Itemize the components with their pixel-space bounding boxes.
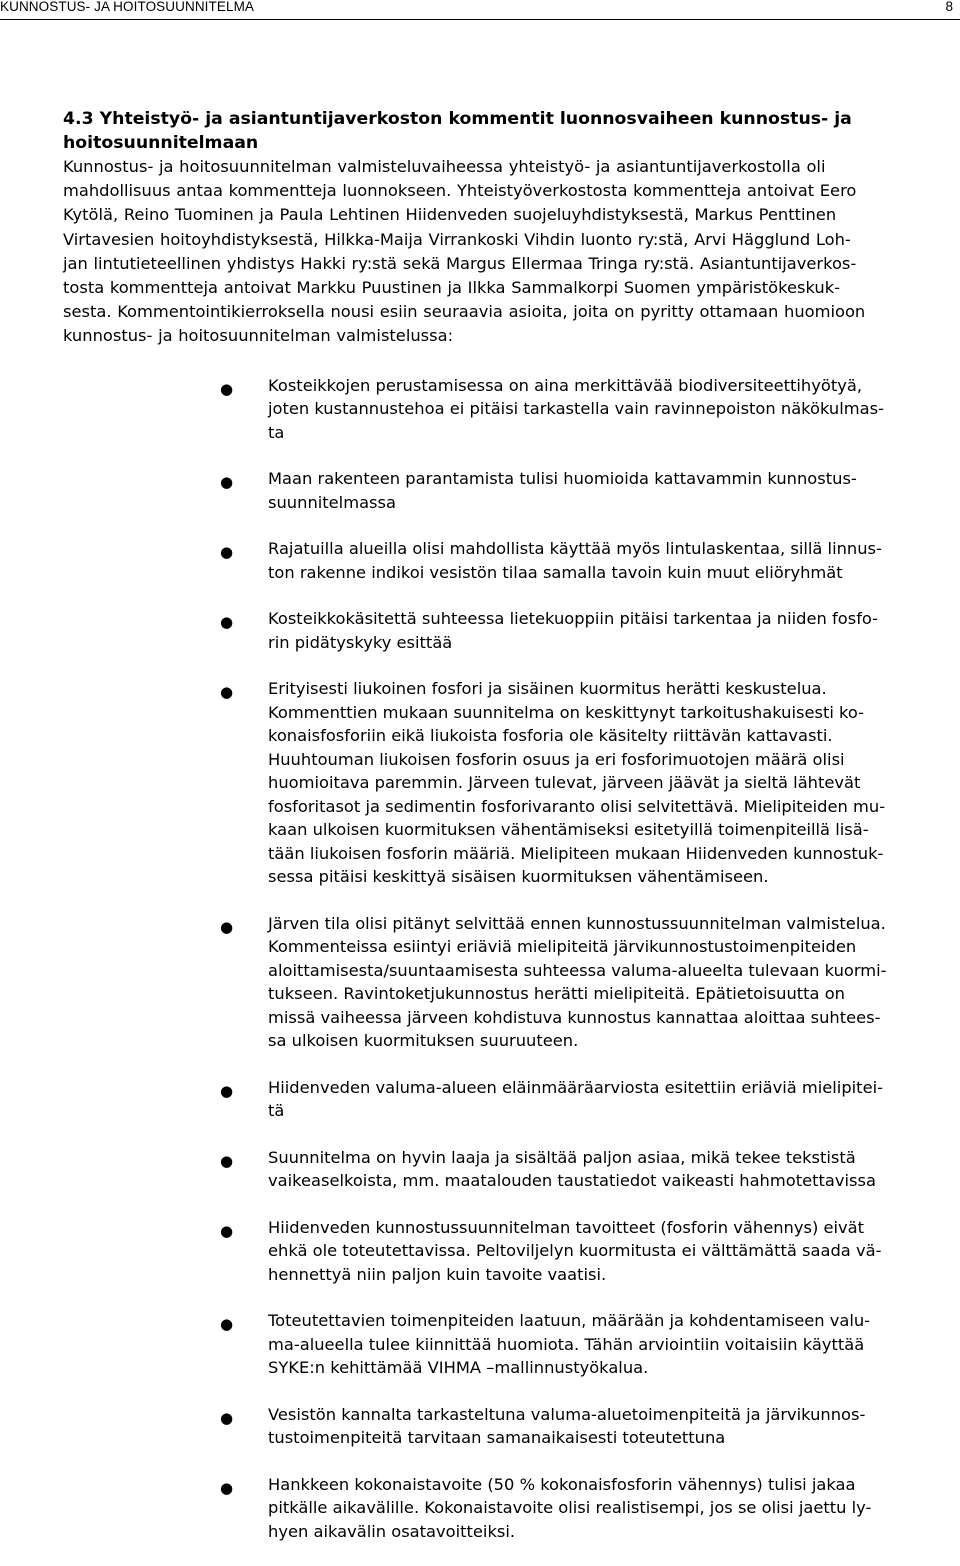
page-header (0, 0, 960, 19)
list-item-text-line: Maan rakenteen parantamista tulisi huomioida kattavammin kunnostus- (268, 469, 857, 489)
list-item-text-line: Kommenttien mukaan suunnitelma on keskittynyt tarkoitushakuisesti ko- (268, 702, 865, 722)
section-heading (63, 107, 960, 155)
list-item-text-line: ton rakenne indikoi vesistön tilaa samalla tavoin kuin muut eliöryhmät (268, 562, 843, 582)
list-item-text-line: konaisfosforiin eikä liukoista fosforia ole käsitelty riittävän kattavasti. (268, 726, 833, 746)
section-4-3 (63, 107, 960, 1566)
list-item-text-line: suunnitelmassa (268, 492, 396, 512)
intro-line: tosta kommentteja antoivat Markku Puustinen ja Ilkka Sammalkorpi Suomen ympäristökeskuk- (63, 278, 841, 298)
list-item (63, 607, 960, 654)
list-item (63, 677, 960, 889)
list-item-text-line: pitkälle aikavälille. Kokonaistavoite olisi realistisempi, jos se olisi jaettu ly- (268, 1498, 872, 1518)
list-item-text-line: Kosteikkojen perustamisessa on aina merkittävää biodiversiteettihyötyä, (268, 375, 862, 395)
list-item-text-line: Vesistön kannalta tarkasteltuna valuma-aluetoimenpiteitä ja järvikunnos- (268, 1404, 866, 1424)
bullet-point-icon: ● (220, 917, 234, 936)
header-divider (0, 19, 960, 20)
bullet-point-icon: ● (220, 1315, 234, 1334)
list-item-text-line: sa ulkoisen kuormituksen suuruuteen. (268, 1031, 579, 1051)
list-item-text-line: ehkä ole toteutettavissa. Peltoviljelyn kuormitusta ei välttämättä saada vä- (268, 1241, 882, 1261)
list-item-text-line: fosforitasot ja sedimentin fosforivaranto olisi selvitettävä. Mielipiteiden mu- (268, 796, 886, 816)
intro-line: Kunnostus- ja hoitosuunnitelman valmisteluvaiheessa yhteistyö- ja asiantuntijaverkostolla oli (63, 157, 826, 176)
list-item-text-line: Kommenteissa esiintyi eriäviä mielipiteitä järvikunnostustoimenpiteiden (268, 937, 857, 957)
list-item-text-line: tään liukoisen fosforin määriä. Mielipiteen mukaan Hiidenveden kunnostuk- (268, 843, 884, 863)
bullet-point-icon: ● (220, 1408, 234, 1427)
list-item-text-line: Hiidenveden valuma-alueen eläinmääräarviosta esitettiin eriäviä mielipitei- (268, 1077, 883, 1097)
intro-line: sesta. Kommentointikierroksella nousi esiin seuraavia asioita, joita on pyritty ottamaan huomioon (63, 302, 866, 322)
bullet-point-icon: ● (220, 613, 234, 632)
list-item (63, 912, 960, 1053)
bullet-point-icon: ● (220, 1151, 234, 1170)
list-item-text-line: tä (268, 1101, 285, 1121)
list-item (63, 1309, 960, 1380)
bullet-point-icon: ● (220, 473, 234, 492)
intro-line: jan lintutieteellinen yhdistys Hakki ry:stä sekä Margus Ellermaa Tringa ry:stä. Asiantuntijaverkos- (63, 253, 857, 273)
list-item (63, 1216, 960, 1287)
list-item-text-line: huomioitava paremmin. Järveen tulevat, järveen jäävät ja sieltä lähtevät (268, 773, 861, 793)
intro-paragraph (63, 155, 960, 349)
list-item (63, 1403, 960, 1450)
list-item (63, 1076, 960, 1123)
list-item (63, 1473, 960, 1544)
section-heading-line: 4.3 Yhteistyö- ja asiantuntijaverkoston kommentit luonnosvaiheen kunnostus- ja (63, 109, 852, 129)
list-item-text-line: Kosteikkokäsitettä suhteessa lietekuoppiin pitäisi tarkentaa ja niiden fosfo- (268, 609, 879, 629)
intro-line: Kytölä, Reino Tuominen ja Paula Lehtinen Hiidenveden suojeluyhdistyksestä, Markus Penttinen (63, 205, 837, 225)
list-item-text-line: Erityisesti liukoinen fosfori ja sisäinen kuormitus herätti keskustelua. (268, 679, 827, 699)
intro-line: kunnostus- ja hoitosuunnitelman valmistelussa: (63, 326, 454, 346)
bullet-point-icon: ● (220, 1221, 234, 1240)
list-item-text-line: aloittamisesta/suuntaamisesta suhteessa valuma-alueelta tulevaan kuormi- (268, 960, 887, 980)
intro-line: Virtavesien hoitoyhdistyksestä, Hilkka-Maija Virrankoski Vihdin luonto ry:stä, Arvi Hägglund Loh- (63, 229, 851, 249)
list-item-text-line: hennettyä niin paljon kuin tavoite vaatisi. (268, 1264, 607, 1284)
list-item (63, 467, 960, 514)
list-item-text-line: hyen aikavälin osatavoitteiksi. (268, 1521, 516, 1541)
list-item-text-line: Rajatuilla alueilla olisi mahdollista käyttää myös lintulaskentaa, sillä linnus- (268, 539, 882, 559)
list-item-text-line: sessa pitäisi keskittyä sisäisen kuormituksen vähentämiseen. (268, 867, 769, 887)
list-item-text-line: missä vaiheessa järveen kohdistuva kunnostus kannattaa aloittaa suhtees- (268, 1007, 881, 1027)
list-item-text-line: rin pidätyskyky esittää (268, 632, 453, 652)
list-item-text-line: Suunnitelma on hyvin laaja ja sisältää paljon asiaa, mikä tekee tekstistä (268, 1147, 856, 1167)
list-item-text-line: SYKE:n kehittämää VIHMA –mallinnustyökalua. (268, 1358, 649, 1378)
list-item-text-line: Toteutettavien toimenpiteiden laatuun, määrään ja kohdentamiseen valu- (268, 1311, 871, 1331)
list-item (63, 374, 960, 445)
page-number: 8 (945, 0, 953, 14)
list-item-text-line: Järven tila olisi pitänyt selvittää ennen kunnostussuunnitelman valmistelua. (268, 913, 886, 933)
bullet-point-icon: ● (220, 543, 234, 562)
document-title: KUNNOSTUS- JA HOITOSUUNNITELMA (0, 0, 255, 14)
list-item-text-line: joten kustannustehoa ei pitäisi tarkastella vain ravinnepoiston näkökulmas- (268, 399, 884, 419)
list-item-text-line: ta (268, 422, 285, 442)
bullet-point-icon: ● (220, 1081, 234, 1100)
bullet-point-icon: ● (220, 683, 234, 702)
list-item-text-line: Huuhtouman liukoisen fosforin osuus ja eri fosforimuotojen määrä olisi (268, 749, 845, 769)
list-item-text-line: Hankkeen kokonaistavoite (50 % kokonaisfosforin vähennys) tulisi jakaa (268, 1474, 856, 1494)
bullet-point-icon: ● (220, 1478, 234, 1497)
list-item-text-line: ma-alueella tulee kiinnittää huomiota. Tähän arviointiin voitaisiin käyttää (268, 1334, 865, 1354)
bullet-point-icon: ● (220, 379, 234, 398)
list-item-text-line: vaikeaselkoista, mm. maatalouden taustatiedot vaikeasti hahmotettavissa (268, 1171, 876, 1191)
list-item (63, 1146, 960, 1193)
list-item-text-line: kaan ulkoisen kuormituksen vähentämiseksi esitetyillä toimenpiteillä lisä- (268, 820, 869, 840)
comment-list (63, 374, 960, 1544)
intro-line: mahdollisuus antaa kommentteja luonnokseen. Yhteistyöverkostosta kommentteja antoivat Eero (63, 181, 857, 201)
list-item (63, 537, 960, 584)
section-heading-line: hoitosuunnitelmaan (63, 133, 259, 153)
list-item-text-line: Hiidenveden kunnostussuunnitelman tavoitteet (fosforin vähennys) eivät (268, 1217, 865, 1237)
list-item-text-line: tukseen. Ravintoketjukunnostus herätti mielipiteitä. Epätietoisuutta on (268, 984, 845, 1004)
list-item-text-line: tustoimenpiteitä tarvitaan samanaikaisesti toteutettuna (268, 1428, 726, 1448)
